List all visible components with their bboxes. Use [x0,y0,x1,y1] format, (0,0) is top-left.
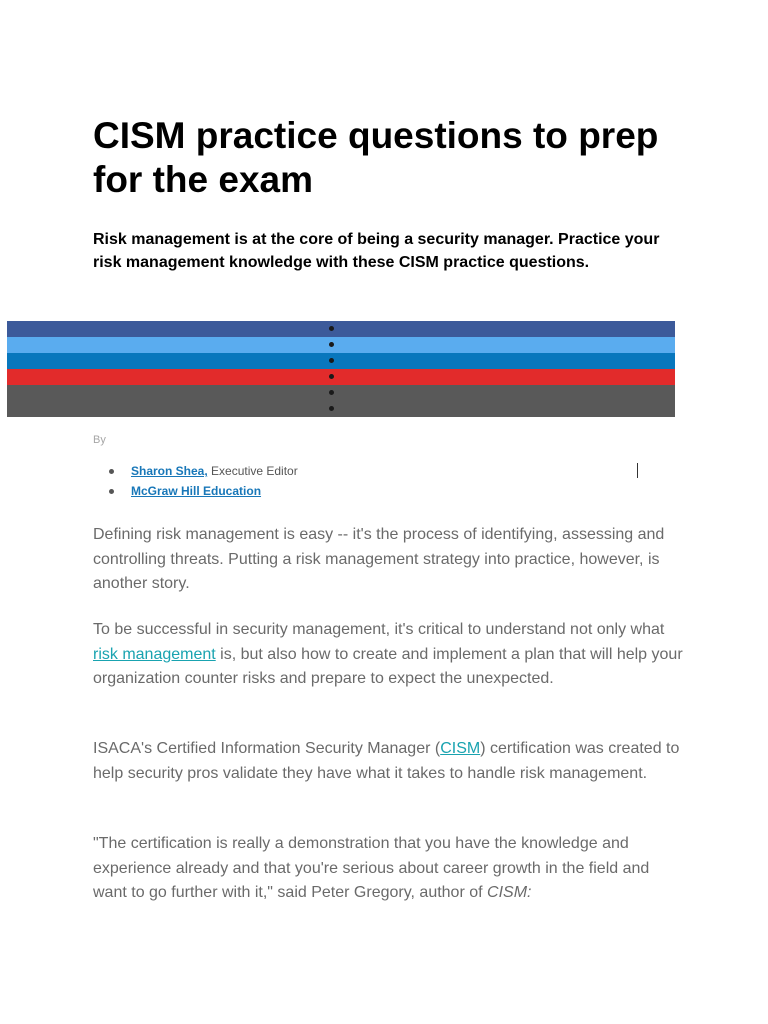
bullet-dot-icon [329,406,334,411]
share-stripe-flipboard[interactable] [7,369,675,385]
text-cursor-icon [637,463,638,478]
body-paragraph-4 [93,832,683,906]
body-paragraph-1: Defining risk management is easy -- it's the process of identifying, assessing and controlling threats. Putting a risk management strategy into practice, however, is another story. [93,526,665,592]
paragraph-text: ISACA's Certified Information Security Manager ( [93,740,441,757]
bullet-dot-icon [329,342,334,347]
bullet-dot-icon [329,374,334,379]
risk-management-link[interactable]: risk management [93,645,216,663]
author-item [93,462,653,482]
article-title: CISM practice questions to prep for the exam [93,115,659,200]
author-link-mcgraw-hill[interactable]: McGraw Hill Education [131,484,262,498]
paragraph-text: To be successful in security management, it's critical to understand not only what [93,621,665,638]
share-stripe-twitter[interactable] [7,337,675,353]
cism-link[interactable]: CISM [440,740,481,757]
list-bullet-icon [109,469,114,474]
list-bullet-icon [109,489,114,494]
body-paragraph-3 [93,737,683,786]
bullet-dot-icon [329,390,334,395]
share-stripe-facebook[interactable] [7,321,675,337]
body-paragraph-2 [93,618,683,692]
author-list [93,462,653,502]
article-deck: Risk management is at the core of being a security manager. Practice your risk management knowledge with these CISM practice questions. [93,231,660,271]
author-item [93,482,653,502]
byline-label: By [93,434,106,446]
social-share-banner [7,321,675,417]
author-role: Executive Editor [207,464,298,478]
paragraph-text: is, but also how to create and implement a plan that will help your organization counter risks and prepare to expect the unexpected. [93,645,683,687]
share-stripe-email[interactable] [7,385,675,417]
author-link-sharon-shea[interactable]: Sharon Shea, [131,464,208,478]
bullet-dot-icon [329,358,334,363]
paragraph-text: "The certification is really a demonstration that you have the knowledge and experience already and that you're serious about career growth in the field and want to go further with it," said Peter Gregory, author of [93,835,650,901]
share-stripe-linkedin[interactable] [7,353,675,369]
bullet-dot-icon [329,326,334,331]
book-title: CISM: [487,884,532,901]
paragraph-text: ) certification was created to help security pros validate they have what it takes to handle risk management. [93,740,680,782]
